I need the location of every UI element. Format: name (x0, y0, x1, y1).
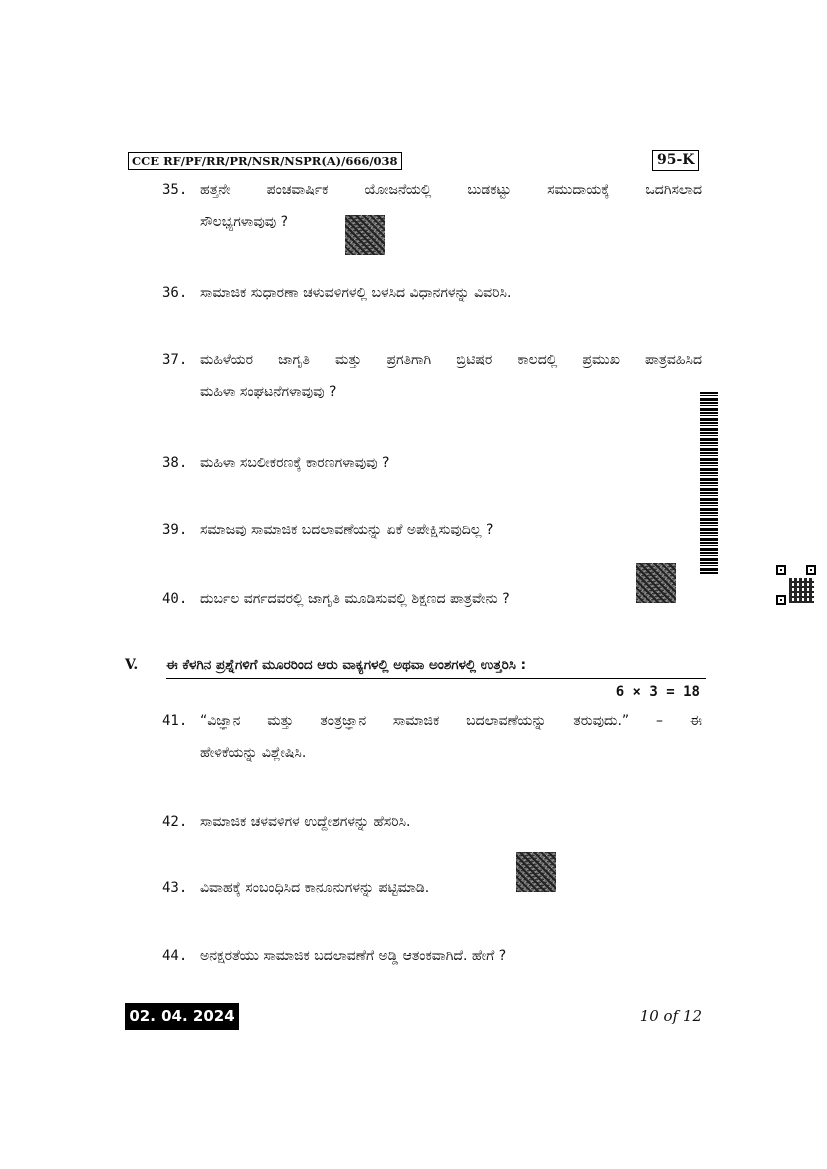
qr-code-icon (776, 565, 816, 605)
page-number: 10 of 12 (639, 1007, 702, 1025)
barcode-icon (700, 392, 718, 574)
question-44 (200, 946, 702, 966)
question-text-line: ಸಮಾಜವು ಸಾಮಾಜಿಕ ಬದಲಾವಣೆಯನ್ನು ಏಕೆ ಅಪೇಕ್ಷಿಸುವುದಿಲ್ಲ ? (200, 522, 494, 538)
qr-code-icon (516, 852, 556, 892)
question-number: 40. (162, 591, 188, 607)
question-number: 38. (162, 455, 188, 471)
question-number: 36. (162, 285, 188, 301)
question-text-line: ಸಾಮಾಜಿಕ ಚಳವಳಿಗಳ ಉದ್ದೇಶಗಳನ್ನು ಹೆಸರಿಸಿ. (200, 814, 411, 830)
question-text-line: ಸಾಮಾಜಿಕ ಸುಧಾರಣಾ ಚಳುವಳಿಗಳಲ್ಲಿ ಬಳಸಿದ ವಿಧಾನಗಳನ್ನು ವಿವರಿಸಿ. (200, 285, 512, 301)
question-text-line: ವಿವಾಹಕ್ಕೆ ಸಂಬಂಧಿಸಿದ ಕಾನೂನುಗಳನ್ನು ಪಟ್ಟಿಮಾಡಿ. (200, 880, 430, 896)
question-text-line: ದುರ್ಬಲ ವರ್ಗದವರಲ್ಲಿ ಜಾಗೃತಿ ಮೂಡಿಸುವಲ್ಲಿ ಶಿಕ್ಷಣದ ಪಾತ್ರವೇನು ? (200, 591, 510, 607)
question-40 (200, 589, 702, 609)
question-text-line: ಮಹಿಳಾ ಸಂಘಟನೆಗಳಾವುವು ? (200, 384, 337, 400)
section-marks: 6 × 3 = 18 (615, 684, 700, 700)
question-text-line: ಹೇಳಿಕೆಯನ್ನು ವಿಶ್ಲೇಷಿಸಿ. (200, 745, 307, 761)
question-text-line: ಮಹಿಳೆಯರ ಜಾಗೃತಿ ಮತ್ತು ಪ್ರಗತಿಗಾಗಿ ಬ್ರಿಟಿಷರ ಕಾಲದಲ್ಲಿ ಪ್ರಮುಖ ಪಾತ್ರವಹಿಸಿದ (200, 352, 702, 368)
question-41 (200, 711, 702, 763)
question-number: 35. (162, 182, 188, 198)
question-number: 44. (162, 948, 188, 964)
question-number: 41. (162, 713, 188, 729)
qr-code-icon (636, 563, 676, 603)
exam-date: 02. 04. 2024 (125, 1003, 239, 1030)
exam-code: CCE RF/PF/RR/PR/NSR/NSPR(A)/666/038 (128, 152, 402, 170)
question-38 (200, 453, 702, 473)
section-label: V. (125, 657, 139, 673)
question-text-line: ಸೌಲಭ್ಯಗಳಾವುವು ? (200, 214, 289, 230)
question-35 (200, 180, 702, 232)
qr-code-icon (345, 215, 385, 255)
question-number: 37. (162, 352, 188, 368)
question-text-line: “ವಿಜ್ಞಾನ ಮತ್ತು ತಂತ್ರಜ್ಞಾನ ಸಾಮಾಜಿಕ ಬದಲಾವಣೆಯನ್ನು ತರುವುದು.” – ಈ (200, 713, 702, 729)
question-42 (200, 812, 702, 832)
paper-code: 95-K (652, 150, 699, 171)
question-36 (200, 283, 702, 303)
question-text-line: ಅನಕ್ಷರತೆಯು ಸಾಮಾಜಿಕ ಬದಲಾವಣೆಗೆ ಅಡ್ಡಿ ಆತಂಕವಾಗಿದೆ. ಹೇಗೆ ? (200, 948, 507, 964)
question-37 (200, 350, 702, 402)
question-39 (200, 520, 702, 540)
section-instruction: ಈ ಕೆಳಗಿನ ಪ್ರಶ್ನೆಗಳಿಗೆ ಮೂರರಿಂದ ಆರು ವಾಕ್ಯಗಳಲ್ಲಿ ಅಥವಾ ಅಂಶಗಳಲ್ಲಿ ಉತ್ತರಿಸಿ : (166, 656, 706, 679)
question-number: 42. (162, 814, 188, 830)
question-text-line: ಹತ್ತನೇ ಪಂಚವಾರ್ಷಿಕ ಯೋಜನೆಯಲ್ಲಿ ಬುಡಕಟ್ಟು ಸಮುದಾಯಕ್ಕೆ ಒದಗಿಸಲಾದ (200, 182, 702, 198)
question-number: 43. (162, 880, 188, 896)
question-number: 39. (162, 522, 188, 538)
question-text-line: ಮಹಿಳಾ ಸಬಲೀಕರಣಕ್ಕೆ ಕಾರಣಗಳಾವುವು ? (200, 455, 390, 471)
question-43 (200, 878, 702, 898)
